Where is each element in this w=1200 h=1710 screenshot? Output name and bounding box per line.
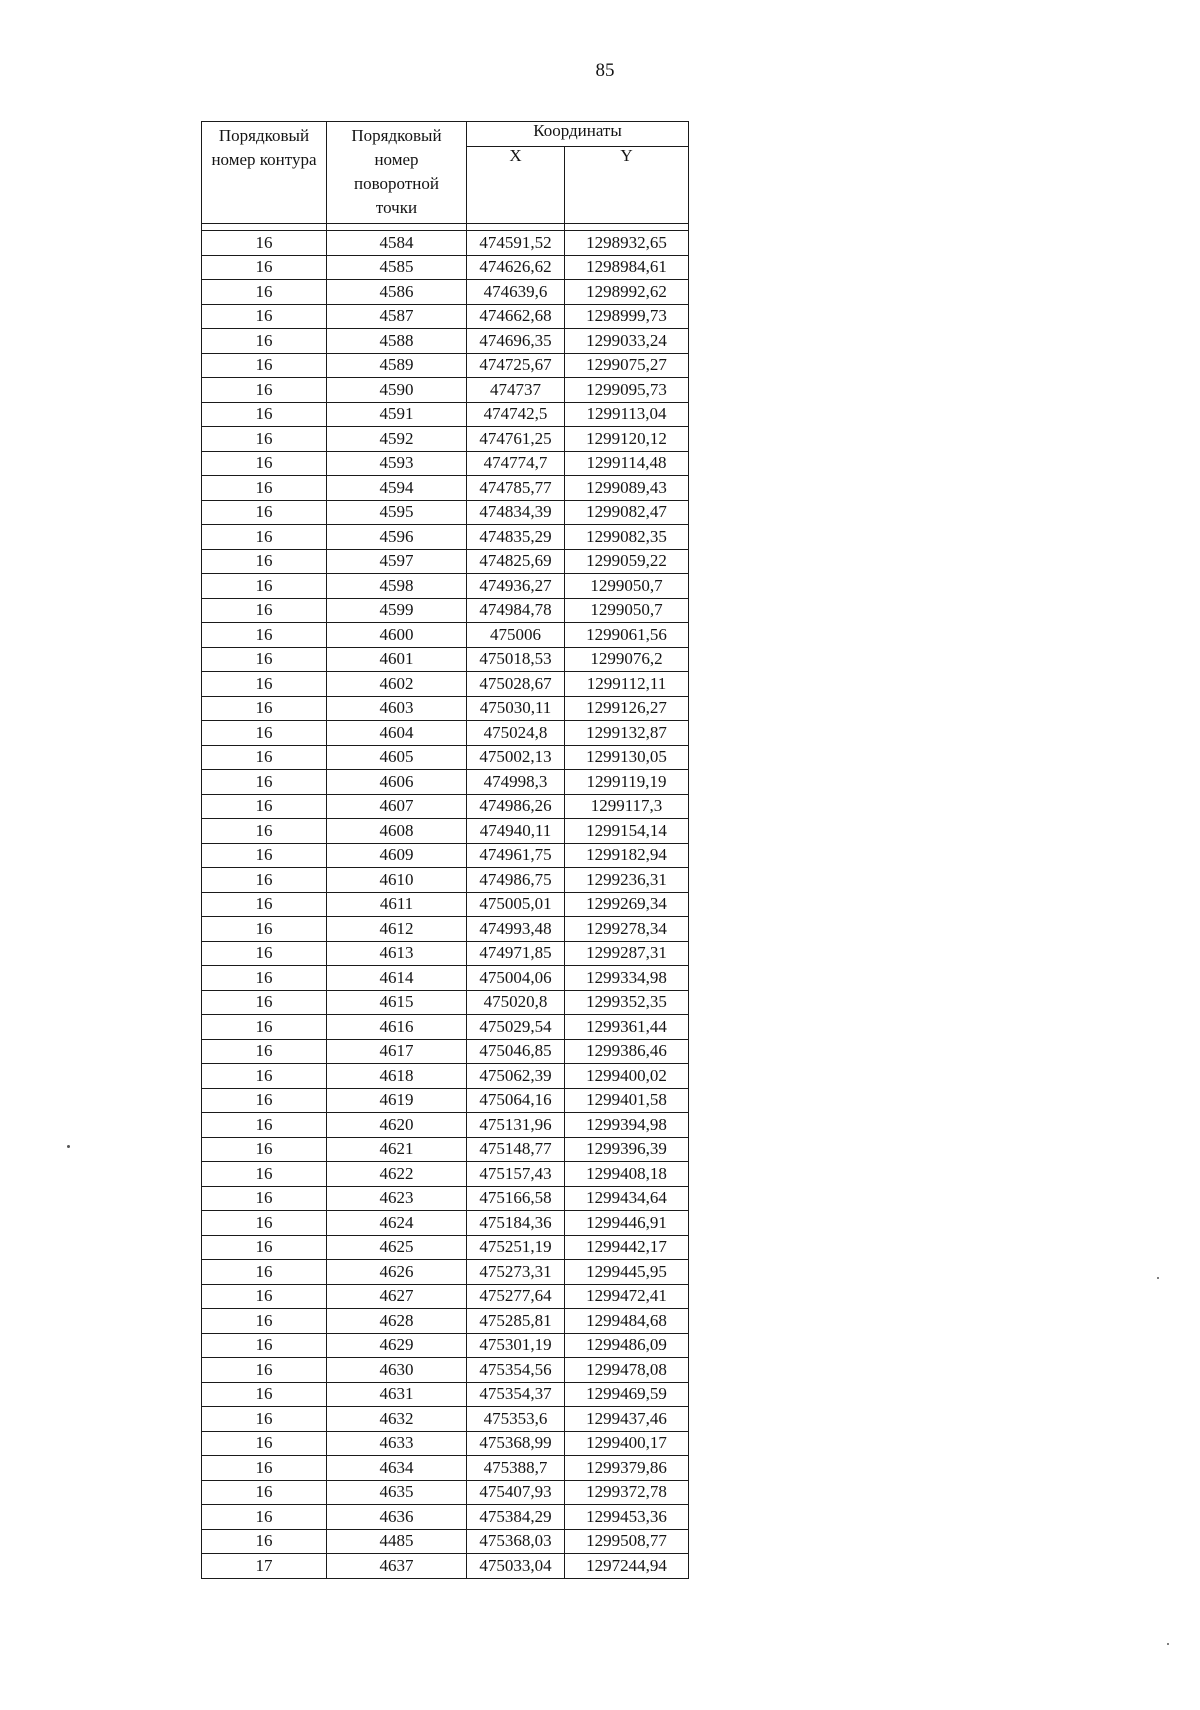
cell-x: 474742,5 [467, 402, 565, 427]
table-body [202, 231, 689, 1579]
cell-y: 1299437,46 [565, 1407, 689, 1432]
table-row [202, 231, 689, 256]
cell-x: 474591,52 [467, 231, 565, 256]
cell-point-number: 4602 [327, 672, 467, 697]
cell-x: 475251,19 [467, 1235, 565, 1260]
cell-x: 475157,43 [467, 1162, 565, 1187]
cell-point-number: 4587 [327, 304, 467, 329]
table-row [202, 280, 689, 305]
cell-y: 1299050,7 [565, 574, 689, 599]
table-row [202, 1382, 689, 1407]
cell-contour-number: 16 [202, 696, 327, 721]
cell-contour-number: 16 [202, 672, 327, 697]
cell-point-number: 4604 [327, 721, 467, 746]
cell-point-number: 4600 [327, 623, 467, 648]
cell-y: 1299472,41 [565, 1284, 689, 1309]
table-row [202, 917, 689, 942]
table-row [202, 770, 689, 795]
cell-contour-number: 16 [202, 1480, 327, 1505]
header-coordinates: Координаты [467, 122, 689, 147]
cell-contour-number: 16 [202, 304, 327, 329]
cell-x: 475018,53 [467, 647, 565, 672]
table-row [202, 525, 689, 550]
cell-point-number: 4593 [327, 451, 467, 476]
cell-y: 1299236,31 [565, 868, 689, 893]
table-row [202, 304, 689, 329]
cell-y: 1299400,02 [565, 1064, 689, 1089]
cell-contour-number: 16 [202, 1088, 327, 1113]
cell-x: 475368,99 [467, 1431, 565, 1456]
table-row [202, 427, 689, 452]
cell-y: 1299050,7 [565, 598, 689, 623]
scan-speck [1167, 1643, 1169, 1645]
cell-contour-number: 16 [202, 476, 327, 501]
table-row [202, 721, 689, 746]
cell-x: 474971,85 [467, 941, 565, 966]
cell-y: 1299379,86 [565, 1456, 689, 1481]
cell-y: 1299400,17 [565, 1431, 689, 1456]
cell-y: 1299061,56 [565, 623, 689, 648]
cell-point-number: 4631 [327, 1382, 467, 1407]
cell-y: 1299132,87 [565, 721, 689, 746]
cell-contour-number: 16 [202, 427, 327, 452]
cell-contour-number: 16 [202, 329, 327, 354]
cell-point-number: 4589 [327, 353, 467, 378]
cell-y: 1299089,43 [565, 476, 689, 501]
cell-contour-number: 16 [202, 1333, 327, 1358]
table-row [202, 745, 689, 770]
cell-contour-number: 16 [202, 598, 327, 623]
cell-point-number: 4629 [327, 1333, 467, 1358]
cell-x: 474961,75 [467, 843, 565, 868]
cell-x: 475024,8 [467, 721, 565, 746]
header-contour-number: Порядковый номер контура [202, 122, 327, 224]
cell-x: 475028,67 [467, 672, 565, 697]
table-row [202, 1260, 689, 1285]
cell-x: 475062,39 [467, 1064, 565, 1089]
cell-contour-number: 16 [202, 966, 327, 991]
cell-x: 475006 [467, 623, 565, 648]
cell-y: 1299112,11 [565, 672, 689, 697]
table-row [202, 1235, 689, 1260]
cell-contour-number: 16 [202, 1358, 327, 1383]
cell-x: 474993,48 [467, 917, 565, 942]
cell-x: 475388,7 [467, 1456, 565, 1481]
cell-y: 1299396,39 [565, 1137, 689, 1162]
cell-x: 475004,06 [467, 966, 565, 991]
table-row [202, 549, 689, 574]
cell-point-number: 4625 [327, 1235, 467, 1260]
table-row [202, 1088, 689, 1113]
cell-point-number: 4591 [327, 402, 467, 427]
cell-y: 1299113,04 [565, 402, 689, 427]
cell-y: 1299445,95 [565, 1260, 689, 1285]
cell-point-number: 4485 [327, 1529, 467, 1554]
cell-y: 1298999,73 [565, 304, 689, 329]
cell-contour-number: 16 [202, 1456, 327, 1481]
cell-x: 475064,16 [467, 1088, 565, 1113]
cell-y: 1299287,31 [565, 941, 689, 966]
cell-x: 475407,93 [467, 1480, 565, 1505]
cell-y: 1299082,47 [565, 500, 689, 525]
cell-point-number: 4595 [327, 500, 467, 525]
header-y: Y [565, 147, 689, 224]
cell-contour-number: 16 [202, 525, 327, 550]
cell-x: 474998,3 [467, 770, 565, 795]
cell-contour-number: 16 [202, 353, 327, 378]
cell-x: 475020,8 [467, 990, 565, 1015]
cell-x: 475029,54 [467, 1015, 565, 1040]
table-row [202, 1529, 689, 1554]
cell-contour-number: 16 [202, 1039, 327, 1064]
cell-y: 1299386,46 [565, 1039, 689, 1064]
cell-y: 1298984,61 [565, 255, 689, 280]
cell-point-number: 4633 [327, 1431, 467, 1456]
cell-contour-number: 16 [202, 500, 327, 525]
cell-y: 1299446,91 [565, 1211, 689, 1236]
cell-contour-number: 16 [202, 1113, 327, 1138]
cell-point-number: 4635 [327, 1480, 467, 1505]
cell-contour-number: 16 [202, 843, 327, 868]
table-row [202, 623, 689, 648]
table-row [202, 255, 689, 280]
table-row [202, 819, 689, 844]
cell-x: 474986,26 [467, 794, 565, 819]
cell-x: 474639,6 [467, 280, 565, 305]
cell-point-number: 4585 [327, 255, 467, 280]
cell-point-number: 4599 [327, 598, 467, 623]
cell-contour-number: 16 [202, 1407, 327, 1432]
cell-x: 475030,11 [467, 696, 565, 721]
cell-x: 475353,6 [467, 1407, 565, 1432]
cell-y: 1299442,17 [565, 1235, 689, 1260]
cell-point-number: 4614 [327, 966, 467, 991]
cell-point-number: 4586 [327, 280, 467, 305]
cell-y: 1297244,94 [565, 1554, 689, 1579]
cell-y: 1299033,24 [565, 329, 689, 354]
table-row [202, 1456, 689, 1481]
table-row [202, 1407, 689, 1432]
cell-contour-number: 16 [202, 231, 327, 256]
table-row [202, 1039, 689, 1064]
table-row [202, 402, 689, 427]
table-row [202, 794, 689, 819]
cell-x: 474737 [467, 378, 565, 403]
cell-x: 474986,75 [467, 868, 565, 893]
table-row [202, 500, 689, 525]
header-x: X [467, 147, 565, 224]
cell-x: 475368,03 [467, 1529, 565, 1554]
table-row [202, 647, 689, 672]
coordinates-table [201, 121, 689, 1579]
cell-x: 474834,39 [467, 500, 565, 525]
cell-contour-number: 16 [202, 1382, 327, 1407]
cell-y: 1299182,94 [565, 843, 689, 868]
table-row [202, 1554, 689, 1579]
table-row [202, 1015, 689, 1040]
cell-contour-number: 16 [202, 1162, 327, 1187]
cell-contour-number: 16 [202, 745, 327, 770]
cell-point-number: 4637 [327, 1554, 467, 1579]
cell-contour-number: 16 [202, 1211, 327, 1236]
cell-contour-number: 16 [202, 819, 327, 844]
cell-contour-number: 16 [202, 1284, 327, 1309]
cell-point-number: 4601 [327, 647, 467, 672]
cell-x: 474984,78 [467, 598, 565, 623]
cell-x: 474662,68 [467, 304, 565, 329]
cell-point-number: 4594 [327, 476, 467, 501]
cell-contour-number: 16 [202, 1015, 327, 1040]
table-header [202, 122, 689, 231]
cell-x: 474936,27 [467, 574, 565, 599]
table-row [202, 378, 689, 403]
cell-x: 475384,29 [467, 1505, 565, 1530]
cell-y: 1299269,34 [565, 892, 689, 917]
cell-contour-number: 16 [202, 721, 327, 746]
cell-y: 1299352,35 [565, 990, 689, 1015]
cell-y: 1299059,22 [565, 549, 689, 574]
cell-y: 1299278,34 [565, 917, 689, 942]
cell-point-number: 4612 [327, 917, 467, 942]
cell-point-number: 4611 [327, 892, 467, 917]
cell-contour-number: 16 [202, 623, 327, 648]
cell-contour-number: 16 [202, 1260, 327, 1285]
cell-point-number: 4608 [327, 819, 467, 844]
cell-y: 1299394,98 [565, 1113, 689, 1138]
header-point-number: Порядковый номер поворотной точки [327, 122, 467, 224]
cell-y: 1299486,09 [565, 1333, 689, 1358]
cell-point-number: 4592 [327, 427, 467, 452]
cell-x: 474825,69 [467, 549, 565, 574]
cell-contour-number: 16 [202, 1137, 327, 1162]
cell-contour-number: 16 [202, 892, 327, 917]
table-row [202, 843, 689, 868]
cell-y: 1299361,44 [565, 1015, 689, 1040]
cell-contour-number: 16 [202, 917, 327, 942]
table-row [202, 1358, 689, 1383]
cell-point-number: 4619 [327, 1088, 467, 1113]
cell-point-number: 4615 [327, 990, 467, 1015]
cell-y: 1299484,68 [565, 1309, 689, 1334]
cell-x: 475046,85 [467, 1039, 565, 1064]
cell-x: 474626,62 [467, 255, 565, 280]
cell-contour-number: 16 [202, 941, 327, 966]
cell-y: 1299453,36 [565, 1505, 689, 1530]
cell-contour-number: 16 [202, 1505, 327, 1530]
table-row [202, 1211, 689, 1236]
cell-point-number: 4621 [327, 1137, 467, 1162]
cell-y: 1299469,59 [565, 1382, 689, 1407]
table-row [202, 1505, 689, 1530]
cell-contour-number: 16 [202, 1235, 327, 1260]
cell-contour-number: 16 [202, 378, 327, 403]
cell-y: 1299478,08 [565, 1358, 689, 1383]
cell-x: 475301,19 [467, 1333, 565, 1358]
table-row [202, 1137, 689, 1162]
cell-x: 475273,31 [467, 1260, 565, 1285]
cell-x: 475354,56 [467, 1358, 565, 1383]
cell-y: 1299117,3 [565, 794, 689, 819]
cell-x: 474785,77 [467, 476, 565, 501]
table-row [202, 696, 689, 721]
scan-speck [67, 1145, 70, 1148]
cell-x: 475002,13 [467, 745, 565, 770]
table-row [202, 868, 689, 893]
cell-point-number: 4584 [327, 231, 467, 256]
cell-point-number: 4617 [327, 1039, 467, 1064]
cell-point-number: 4630 [327, 1358, 467, 1383]
table-row [202, 1309, 689, 1334]
table-row [202, 451, 689, 476]
cell-y: 1299075,27 [565, 353, 689, 378]
cell-contour-number: 16 [202, 868, 327, 893]
table-row [202, 1431, 689, 1456]
cell-y: 1299434,64 [565, 1186, 689, 1211]
table-row [202, 672, 689, 697]
cell-point-number: 4628 [327, 1309, 467, 1334]
cell-contour-number: 16 [202, 280, 327, 305]
cell-y: 1299114,48 [565, 451, 689, 476]
cell-x: 475131,96 [467, 1113, 565, 1138]
table-row [202, 476, 689, 501]
table-row [202, 1186, 689, 1211]
table-row [202, 329, 689, 354]
cell-y: 1299095,73 [565, 378, 689, 403]
cell-x: 475285,81 [467, 1309, 565, 1334]
cell-y: 1299076,2 [565, 647, 689, 672]
cell-contour-number: 16 [202, 770, 327, 795]
cell-y: 1299130,05 [565, 745, 689, 770]
page-number: 85 [595, 60, 615, 81]
cell-point-number: 4610 [327, 868, 467, 893]
cell-y: 1299154,14 [565, 819, 689, 844]
table-row [202, 966, 689, 991]
cell-y: 1299372,78 [565, 1480, 689, 1505]
cell-point-number: 4603 [327, 696, 467, 721]
cell-x: 475166,58 [467, 1186, 565, 1211]
table-row [202, 1162, 689, 1187]
cell-x: 475354,37 [467, 1382, 565, 1407]
table-row [202, 990, 689, 1015]
cell-x: 475277,64 [467, 1284, 565, 1309]
cell-contour-number: 16 [202, 1529, 327, 1554]
cell-contour-number: 16 [202, 1186, 327, 1211]
cell-contour-number: 16 [202, 647, 327, 672]
cell-point-number: 4596 [327, 525, 467, 550]
scan-speck [1157, 1277, 1159, 1279]
cell-contour-number: 16 [202, 255, 327, 280]
cell-x: 474725,67 [467, 353, 565, 378]
cell-point-number: 4622 [327, 1162, 467, 1187]
cell-point-number: 4624 [327, 1211, 467, 1236]
cell-contour-number: 16 [202, 794, 327, 819]
table-row [202, 598, 689, 623]
cell-point-number: 4636 [327, 1505, 467, 1530]
cell-y: 1299082,35 [565, 525, 689, 550]
cell-point-number: 4613 [327, 941, 467, 966]
cell-y: 1299508,77 [565, 1529, 689, 1554]
table-row [202, 1284, 689, 1309]
cell-y: 1299334,98 [565, 966, 689, 991]
cell-contour-number: 16 [202, 990, 327, 1015]
cell-point-number: 4616 [327, 1015, 467, 1040]
cell-point-number: 4623 [327, 1186, 467, 1211]
cell-x: 474774,7 [467, 451, 565, 476]
cell-point-number: 4609 [327, 843, 467, 868]
cell-point-number: 4605 [327, 745, 467, 770]
cell-x: 474761,25 [467, 427, 565, 452]
cell-contour-number: 16 [202, 1431, 327, 1456]
table-row [202, 1480, 689, 1505]
table-row [202, 353, 689, 378]
table-row [202, 1333, 689, 1358]
cell-point-number: 4588 [327, 329, 467, 354]
cell-x: 474940,11 [467, 819, 565, 844]
cell-y: 1299408,18 [565, 1162, 689, 1187]
cell-y: 1299119,19 [565, 770, 689, 795]
cell-point-number: 4607 [327, 794, 467, 819]
table-row [202, 892, 689, 917]
cell-x: 474835,29 [467, 525, 565, 550]
table-row [202, 1064, 689, 1089]
cell-x: 475005,01 [467, 892, 565, 917]
cell-y: 1299401,58 [565, 1088, 689, 1113]
cell-point-number: 4626 [327, 1260, 467, 1285]
cell-y: 1298932,65 [565, 231, 689, 256]
cell-contour-number: 16 [202, 402, 327, 427]
cell-x: 474696,35 [467, 329, 565, 354]
table-row [202, 941, 689, 966]
cell-point-number: 4598 [327, 574, 467, 599]
table-row [202, 574, 689, 599]
cell-contour-number: 16 [202, 549, 327, 574]
cell-contour-number: 16 [202, 451, 327, 476]
cell-contour-number: 16 [202, 1309, 327, 1334]
cell-contour-number: 17 [202, 1554, 327, 1579]
cell-point-number: 4590 [327, 378, 467, 403]
cell-point-number: 4618 [327, 1064, 467, 1089]
cell-contour-number: 16 [202, 574, 327, 599]
cell-y: 1299126,27 [565, 696, 689, 721]
cell-point-number: 4620 [327, 1113, 467, 1138]
cell-y: 1298992,62 [565, 280, 689, 305]
cell-x: 475148,77 [467, 1137, 565, 1162]
cell-point-number: 4597 [327, 549, 467, 574]
table-row [202, 1113, 689, 1138]
cell-point-number: 4627 [327, 1284, 467, 1309]
cell-point-number: 4606 [327, 770, 467, 795]
cell-x: 475184,36 [467, 1211, 565, 1236]
cell-y: 1299120,12 [565, 427, 689, 452]
cell-point-number: 4632 [327, 1407, 467, 1432]
cell-point-number: 4634 [327, 1456, 467, 1481]
cell-contour-number: 16 [202, 1064, 327, 1089]
cell-x: 475033,04 [467, 1554, 565, 1579]
